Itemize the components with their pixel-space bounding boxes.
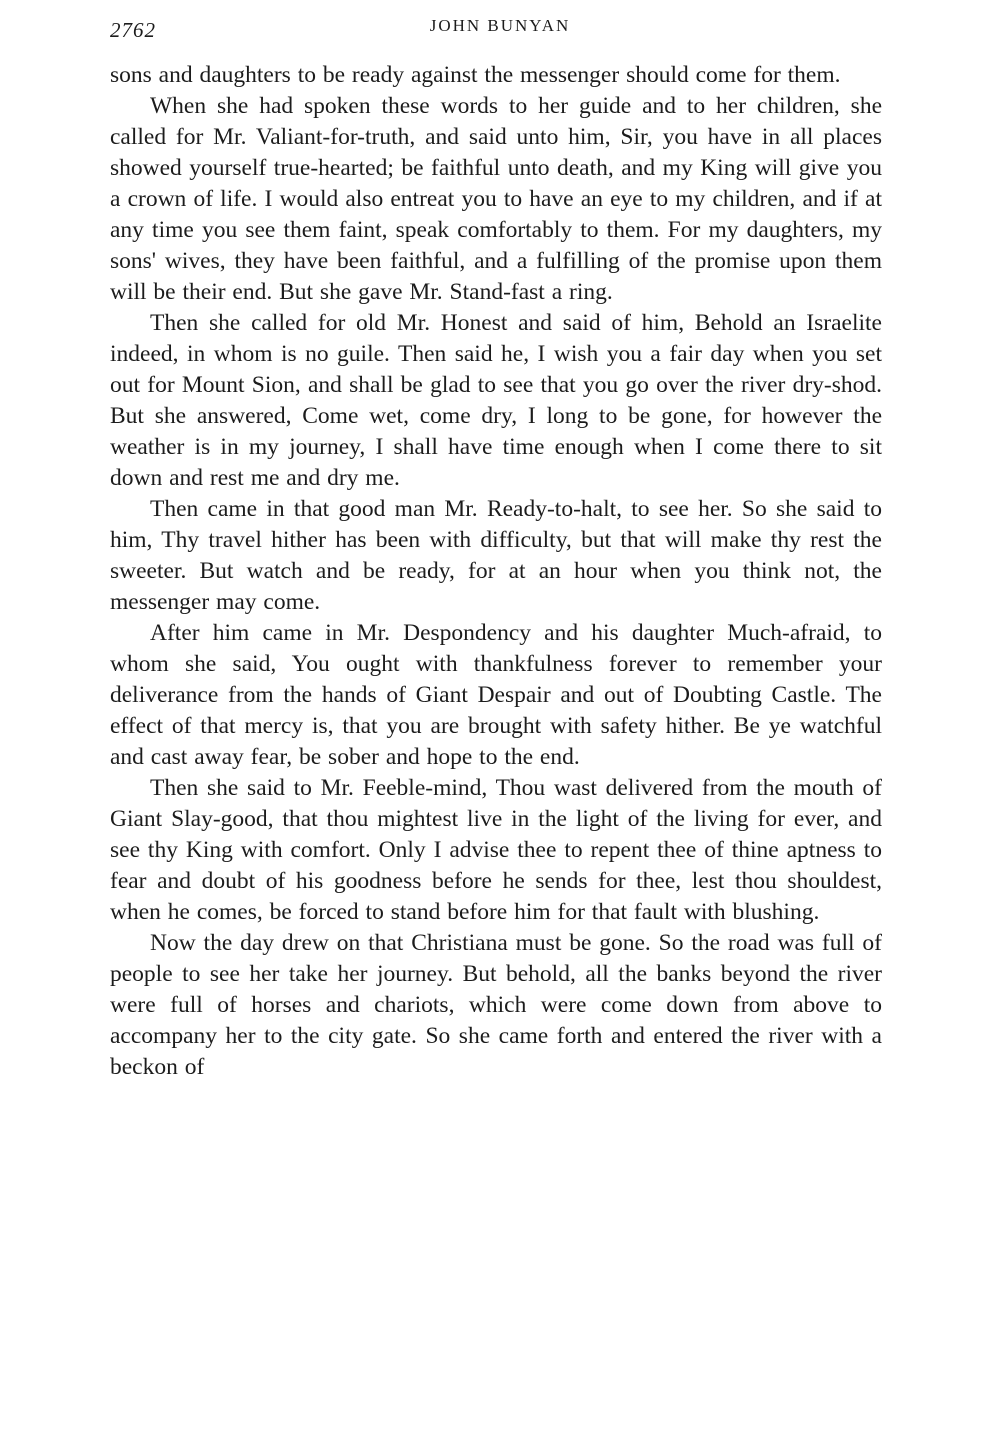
body-text — [110, 60, 882, 1083]
paragraph-2: When she had spoken these words to her guide and to her children, she called for Mr. Valiant-for-truth, and said unto him, Sir, you have in all places showed yourself true-hearted; be faithful unto death, and my King will give you a crown of life. I would also entreat you to have an eye to my children, and if at any time you see them faint, speak comfortably to them. For my daughters, my sons' wives, they have been faithful, and a fulfilling of the promise upon them will be their end. But she gave Mr. Stand-fast a ring. — [110, 93, 882, 305]
paragraph-6: Then she said to Mr. Feeble-mind, Thou wast delivered from the mouth of Giant Slay-good, that thou mightest live in the light of the living for ever, and see thy King with comfort. Only I advise thee to repent thee of thine aptness to fear and doubt of his goodness before he sends for thee, lest thou shouldest, when he comes, be forced to stand before him for that fault with blushing. — [110, 775, 882, 925]
paragraph-1: sons and daughters to be ready against the messenger should come for them. — [110, 62, 841, 88]
paragraph-3: Then she called for old Mr. Honest and said of him, Behold an Israelite indeed, in whom is no guile. Then said he, I wish you a fair day when you set out for Mount Sion, and shall be glad to see that you go over the river dry-shod. But she answered, Come wet, come dry, I long to be gone, for however the weather is in my journey, I shall have time enough when I come there to sit down and rest me and dry me. — [110, 310, 882, 491]
paragraph-7: Now the day drew on that Christiana must be gone. So the road was full of people to see her take her journey. But behold, all the banks beyond the river were full of horses and chariots, which were come down from above to accompany her to the city gate. So she came forth and entered the river with a beckon of — [110, 930, 882, 1080]
paragraph-5: After him came in Mr. Despondency and his daughter Much-afraid, to whom she said, You ought with thankfulness forever to remember your deliverance from the hands of Giant Despair and out of Doubting Castle. The effect of that mercy is, that you are brought with safety hither. Be ye watchful and cast away fear, be sober and hope to the end. — [110, 620, 882, 770]
page-number: 2762 — [110, 18, 156, 42]
running-head: JOHN BUNYAN — [429, 16, 571, 35]
paragraph-4: Then came in that good man Mr. Ready-to-halt, to see her. So she said to him, Thy travel hither has been with difficulty, but that will make thy rest the sweeter. But watch and be ready, for at an hour when you think not, the messenger may come. — [110, 496, 882, 615]
